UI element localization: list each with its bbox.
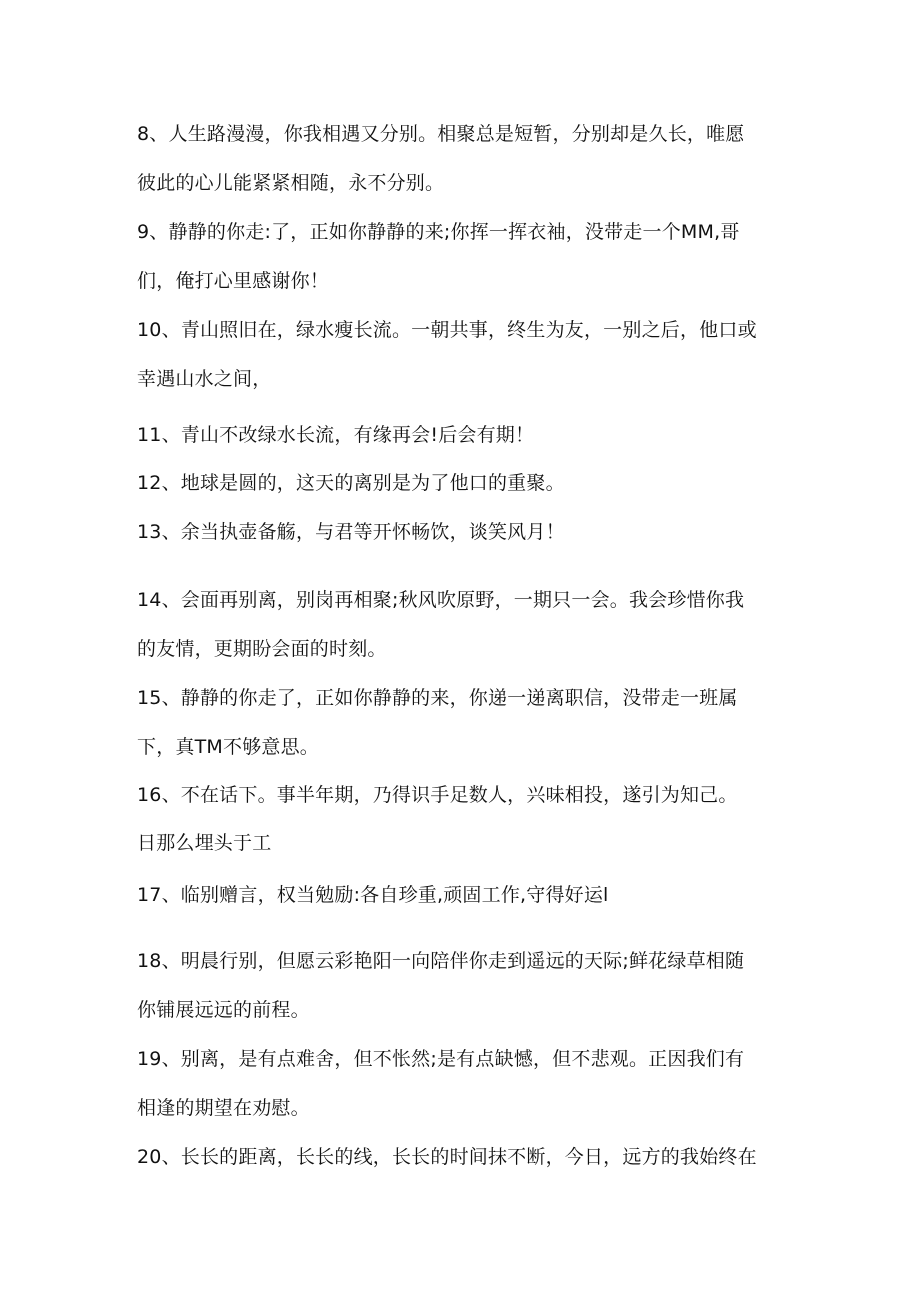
text-line: 8、人生路漫漫，你我相遇又分别。相聚总是短暂，分别却是久长，唯愿 xyxy=(137,123,745,145)
text-line: 10、青山照旧在，绿水瘦长流。一朝共事，终生为友，一别之后，他口或 xyxy=(137,319,757,341)
text-line: 15、静静的你走了，正如你静静的来，你递一递离职信，没带走一班属 xyxy=(137,687,738,709)
text-line: 幸遇山水之间， xyxy=(137,368,272,390)
text-line: 你铺展远远的前程。 xyxy=(137,999,310,1021)
text-line: 下，真TM不够意思。 xyxy=(137,736,319,758)
text-line: 17、临别赠言，权当勉励:各自珍重,顽固工作,守得好运l xyxy=(137,884,609,906)
text-line: 彼此的心儿能紧紧相随，永不分别。 xyxy=(137,172,445,194)
text-line: 们，俺打心里感谢你！ xyxy=(137,270,330,292)
text-line: 的友情，更期盼会面的时刻。 xyxy=(137,638,387,660)
text-line: 18、明晨行别，但愿云彩艳阳一向陪伴你走到遥远的天际;鲜花绿草相随 xyxy=(137,950,745,972)
text-line: 14、会面再别离，别岗再相聚;秋风吹原野，一期只一会。我会珍惜你我 xyxy=(137,589,745,611)
text-line: 9、静静的你走:了，正如你静静的来;你挥一挥衣袖，没带走一个MM,哥 xyxy=(137,221,740,243)
text-line: 12、地球是圆的，这天的离别是为了他口的重聚。 xyxy=(137,472,565,494)
text-line: 19、别离，是有点难舍，但不怅然;是有点缺憾，但不悲观。正因我们有 xyxy=(137,1048,745,1070)
text-line: 日那么埋头于工 xyxy=(137,832,272,854)
text-line: 13、余当执壶备觞，与君等开怀畅饮，谈笑风月！ xyxy=(137,521,565,543)
text-line: 相逢的期望在劝慰。 xyxy=(137,1097,310,1119)
text-line: 20、长长的距离，长长的线，长长的时间抹不断，今日，远方的我始终在 xyxy=(137,1146,757,1168)
text-line: 16、不在话下。事半年期，乃得识手足数人，兴味相投，遂引为知己。 xyxy=(137,784,738,806)
text-line: 11、青山不改绿水长流，有缘再会!后会有期！ xyxy=(137,424,535,446)
